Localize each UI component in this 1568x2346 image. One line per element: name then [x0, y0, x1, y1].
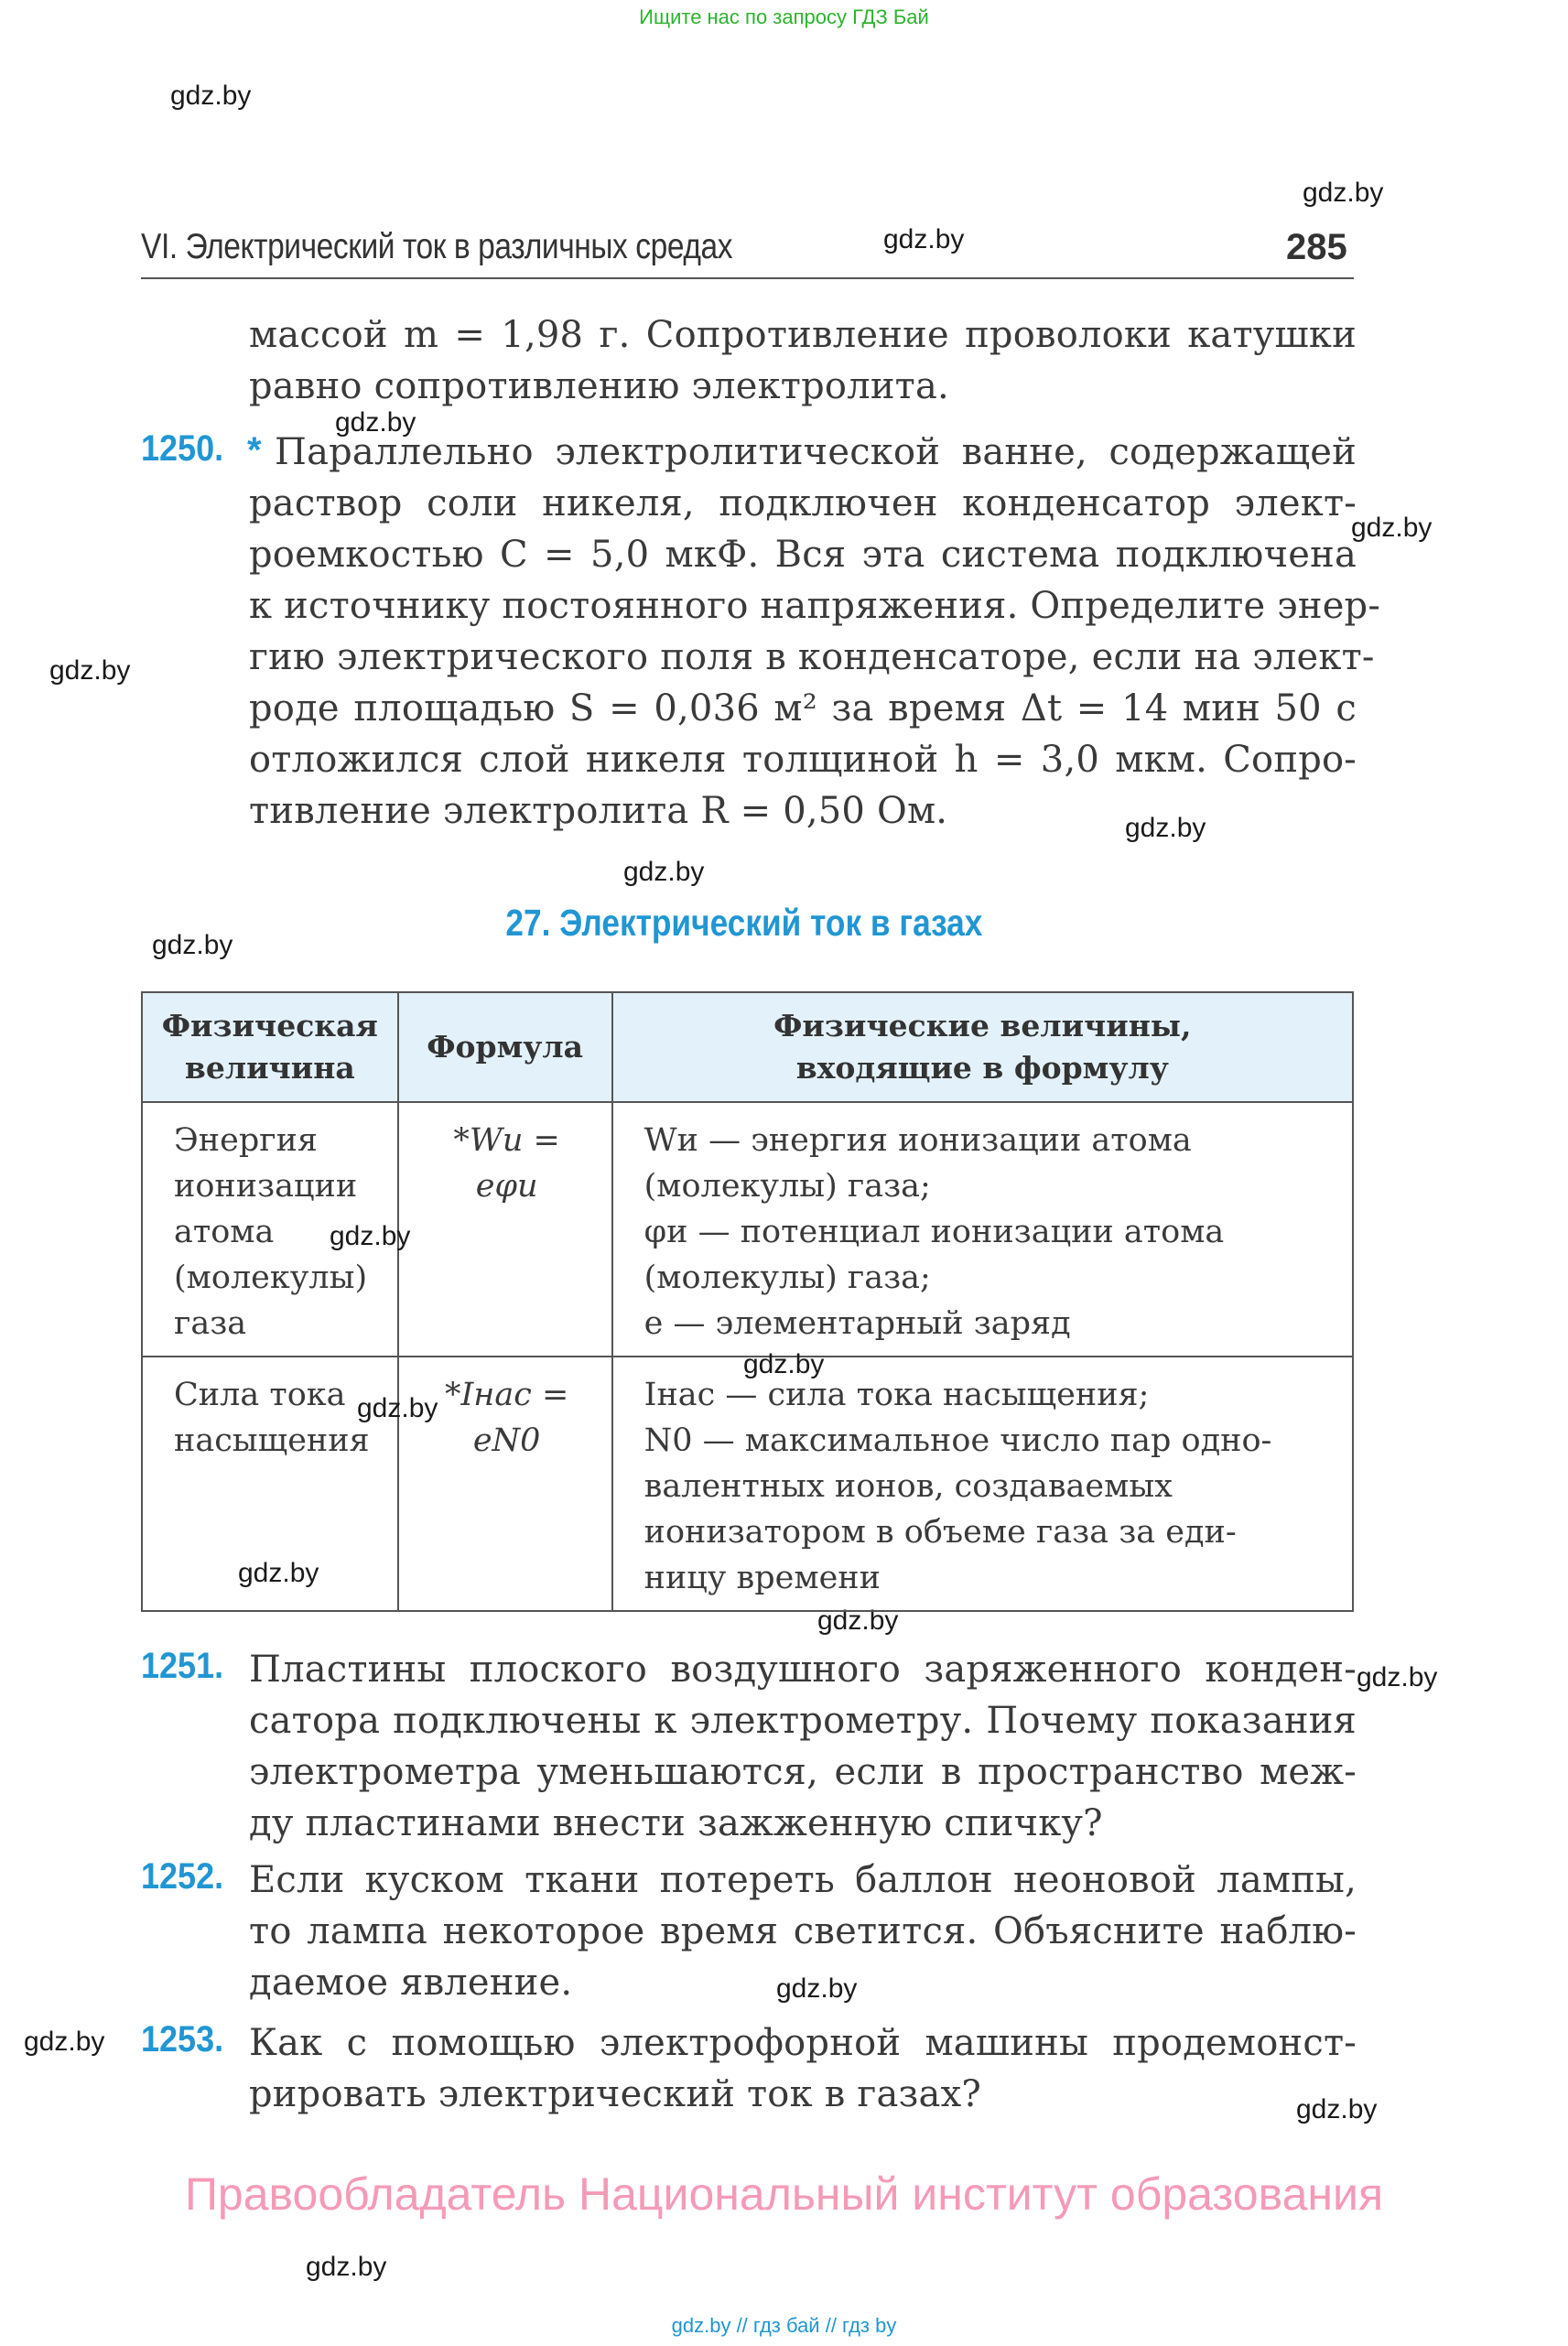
column-header: Физические величины, входящие в формулу: [612, 992, 1353, 1102]
problem-number: 1251.: [141, 1646, 224, 1686]
problem-number: 1250.: [141, 428, 224, 469]
table-header-row: [142, 992, 1353, 1102]
formula: *Wи = eφи: [453, 1122, 560, 1205]
watermark: gdz.by: [1357, 1662, 1438, 1692]
text-line: тивление электролита R = 0,50 Ом.: [249, 790, 948, 832]
cell-line: ионизации: [174, 1168, 358, 1205]
watermark: gdz.by: [1351, 513, 1433, 543]
copyright-notice: Правообладатель Национальный институт образования: [184, 2168, 1384, 2220]
text-line: Параллельно электролитической ванне, содержащей: [275, 431, 1357, 473]
watermark: gdz.by: [1303, 178, 1384, 208]
top-banner: Ищите нас по запросу ГДЗ Бай: [639, 5, 929, 28]
cell-line: Энергия: [174, 1122, 318, 1159]
text-line: даемое явление.: [249, 1962, 573, 2004]
cell-line: e — элементарный заряд: [643, 1305, 1071, 1342]
cell-line: валентных ионов, создаваемых: [643, 1468, 1173, 1505]
cell-line: атома: [174, 1214, 275, 1250]
cell-line: ионизатором в объеме газа за еди-: [643, 1514, 1237, 1551]
text-line: Как с помощью электрофорной машины продемонст-: [249, 2022, 1357, 2064]
running-header-title: VI. Электрический ток в различных средах: [141, 227, 733, 266]
text-line: массой m = 1,98 г. Сопротивление проволоки катушки: [249, 314, 1357, 356]
watermark: gdz.by: [335, 407, 416, 438]
formula-cell: [398, 1102, 612, 1357]
text-line: Пластины плоского воздушного заряженного конден-: [249, 1649, 1357, 1691]
text-line: роемкостью C = 5,0 мкФ. Вся эта система подключена: [249, 534, 1357, 576]
problem-number: 1252.: [141, 1856, 224, 1897]
cell-line: газа: [174, 1305, 247, 1342]
cell-line: (молекулы) газа;: [643, 1259, 931, 1296]
formula: *Iнас = eN0: [444, 1377, 569, 1459]
table-cell: [612, 1357, 1353, 1611]
watermark: gdz.by: [330, 1221, 411, 1251]
watermark: gdz.by: [776, 1973, 858, 2004]
difficulty-star: *: [247, 430, 262, 470]
text-line: сатора подключены к электрометру. Почему показания: [249, 1700, 1357, 1742]
watermark: gdz.by: [743, 1349, 825, 1379]
text-line: электрометра уменьшаются, если в пространство меж-: [249, 1751, 1357, 1793]
watermark: gdz.by: [24, 2027, 105, 2057]
watermark: gdz.by: [238, 1558, 319, 1588]
section-title: 27. Электрический ток в газах: [504, 902, 982, 944]
watermark: gdz.by: [817, 1605, 899, 1636]
page-number: 285: [1286, 227, 1347, 267]
watermark: gdz.by: [170, 81, 252, 111]
cell-line: (молекулы): [174, 1259, 368, 1296]
text-line: раствор соли никеля, подключен конденсатор элект-: [249, 482, 1357, 524]
watermark: gdz.by: [306, 2252, 387, 2282]
text-line: отложился слой никеля толщиной h = 3,0 мкм. Сопро-: [249, 739, 1357, 781]
watermark: gdz.by: [883, 224, 965, 254]
watermark: gdz.by: [152, 930, 233, 960]
text-line: гию электрического поля в конденсаторе, если на элект-: [249, 636, 1375, 678]
cell-line: насыщения: [174, 1422, 370, 1459]
text-line: то лампа некоторое время светится. Объясните наблю-: [249, 1910, 1357, 1952]
cell-line: Iнас — сила тока насыщения;: [643, 1377, 1150, 1413]
cell-line: (молекулы) газа;: [643, 1168, 931, 1205]
cell-line: N0 — максимальное число пар одно-: [643, 1422, 1272, 1459]
text-line: ду пластинами внести зажженную спичку?: [249, 1802, 1103, 1844]
text-line: роде площадью S = 0,036 м² за время Δt = 14 мин 50 с: [249, 687, 1357, 730]
footer-links: gdz.by // гдз бай // гдз by: [671, 2314, 897, 2337]
table-cell: [612, 1102, 1353, 1357]
watermark: gdz.by: [623, 857, 705, 887]
watermark: gdz.by: [49, 655, 131, 686]
formula-table: [141, 991, 1354, 1612]
text-line: Если куском ткани потереть баллон неоновой лампы,: [249, 1859, 1357, 1901]
text-line: рировать электрический ток в газах?: [249, 2073, 982, 2115]
cell-line: Wи — энергия ионизации атома: [643, 1122, 1192, 1159]
table-row: [142, 1102, 1353, 1357]
watermark: gdz.by: [357, 1393, 438, 1423]
table-row: [142, 1357, 1353, 1611]
cell-line: φи — потенциал ионизации атома: [643, 1214, 1225, 1250]
column-header: Формула: [398, 992, 612, 1102]
header-divider: [141, 277, 1354, 279]
text-line: к источнику постоянного напряжения. Определите энер-: [249, 585, 1381, 627]
watermark: gdz.by: [1296, 2094, 1378, 2124]
text-line: равно сопротивлению электролита.: [249, 365, 949, 407]
problem-number: 1253.: [141, 2019, 224, 2060]
cell-line: ницу времени: [643, 1560, 881, 1596]
watermark: gdz.by: [1125, 813, 1206, 843]
column-header: Физическая величина: [142, 992, 398, 1102]
cell-line: Сила тока: [174, 1377, 346, 1413]
